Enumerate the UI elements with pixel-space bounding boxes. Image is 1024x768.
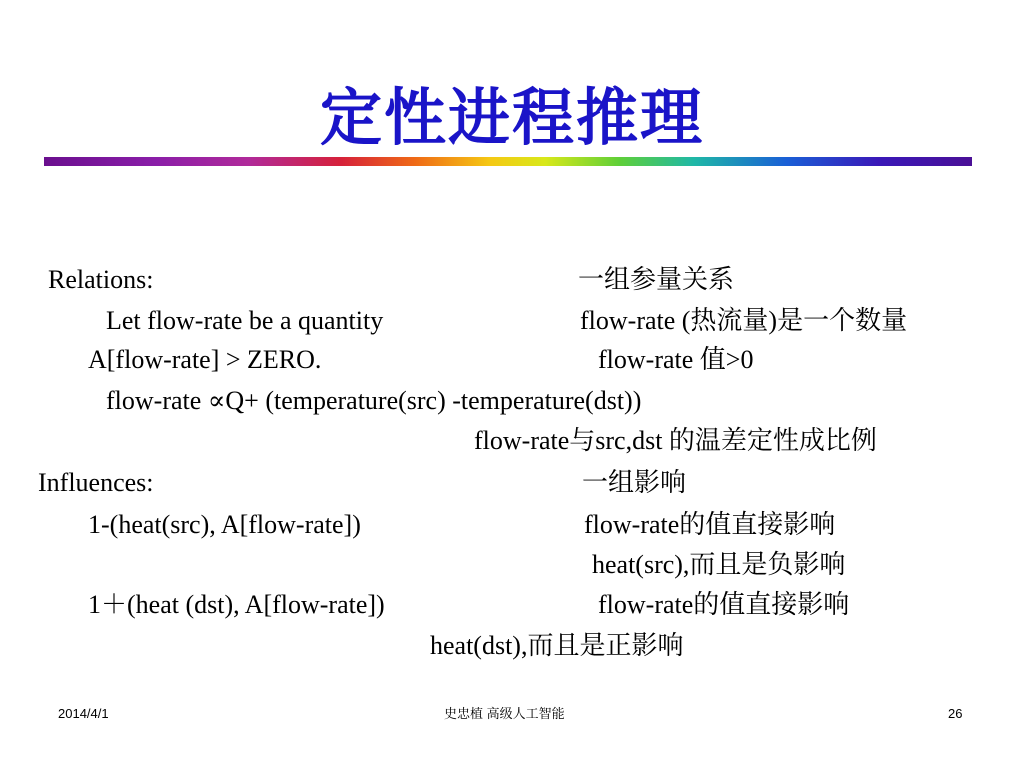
influences-label: Influences: [38,468,154,497]
influence-2-cn-2: heat(dst),而且是正影响 [430,631,684,660]
title-gradient-rule [44,157,972,166]
proportionality-cn: flow-rate与src,dst 的温差定性成比例 [474,426,877,455]
slide-title: 定性进程推理 [319,81,704,154]
influence-2-en: 1＋(heat (dst), A[flow-rate]) [88,590,385,619]
let-flow-rate-en: Let flow-rate be a quantity [106,306,384,335]
influence-1-cn-2: heat(src),而且是负影响 [592,550,846,579]
a-flow-rate-en: A[flow-rate] > ZERO. [88,345,322,374]
influence-1-en: 1-(heat(src), A[flow-rate]) [88,510,361,539]
footer-page-number: 26 [948,706,963,721]
footer-author-course: 史忠植 高级人工智能 [444,706,565,721]
a-flow-rate-cn: flow-rate 值>0 [598,345,754,374]
relations-note: 一组参量关系 [578,265,735,294]
influence-1-cn: flow-rate的值直接影响 [584,510,836,539]
proportionality-statement: flow-rate ∝Q+ (temperature(src) -temperature(dst)) [106,386,642,415]
relations-label: Relations: [48,265,154,294]
let-flow-rate-cn: flow-rate (热流量)是一个数量 [580,306,908,335]
influence-2-cn: flow-rate的值直接影响 [598,590,850,619]
influences-note: 一组影响 [582,468,687,497]
footer-date: 2014/4/1 [58,706,109,721]
